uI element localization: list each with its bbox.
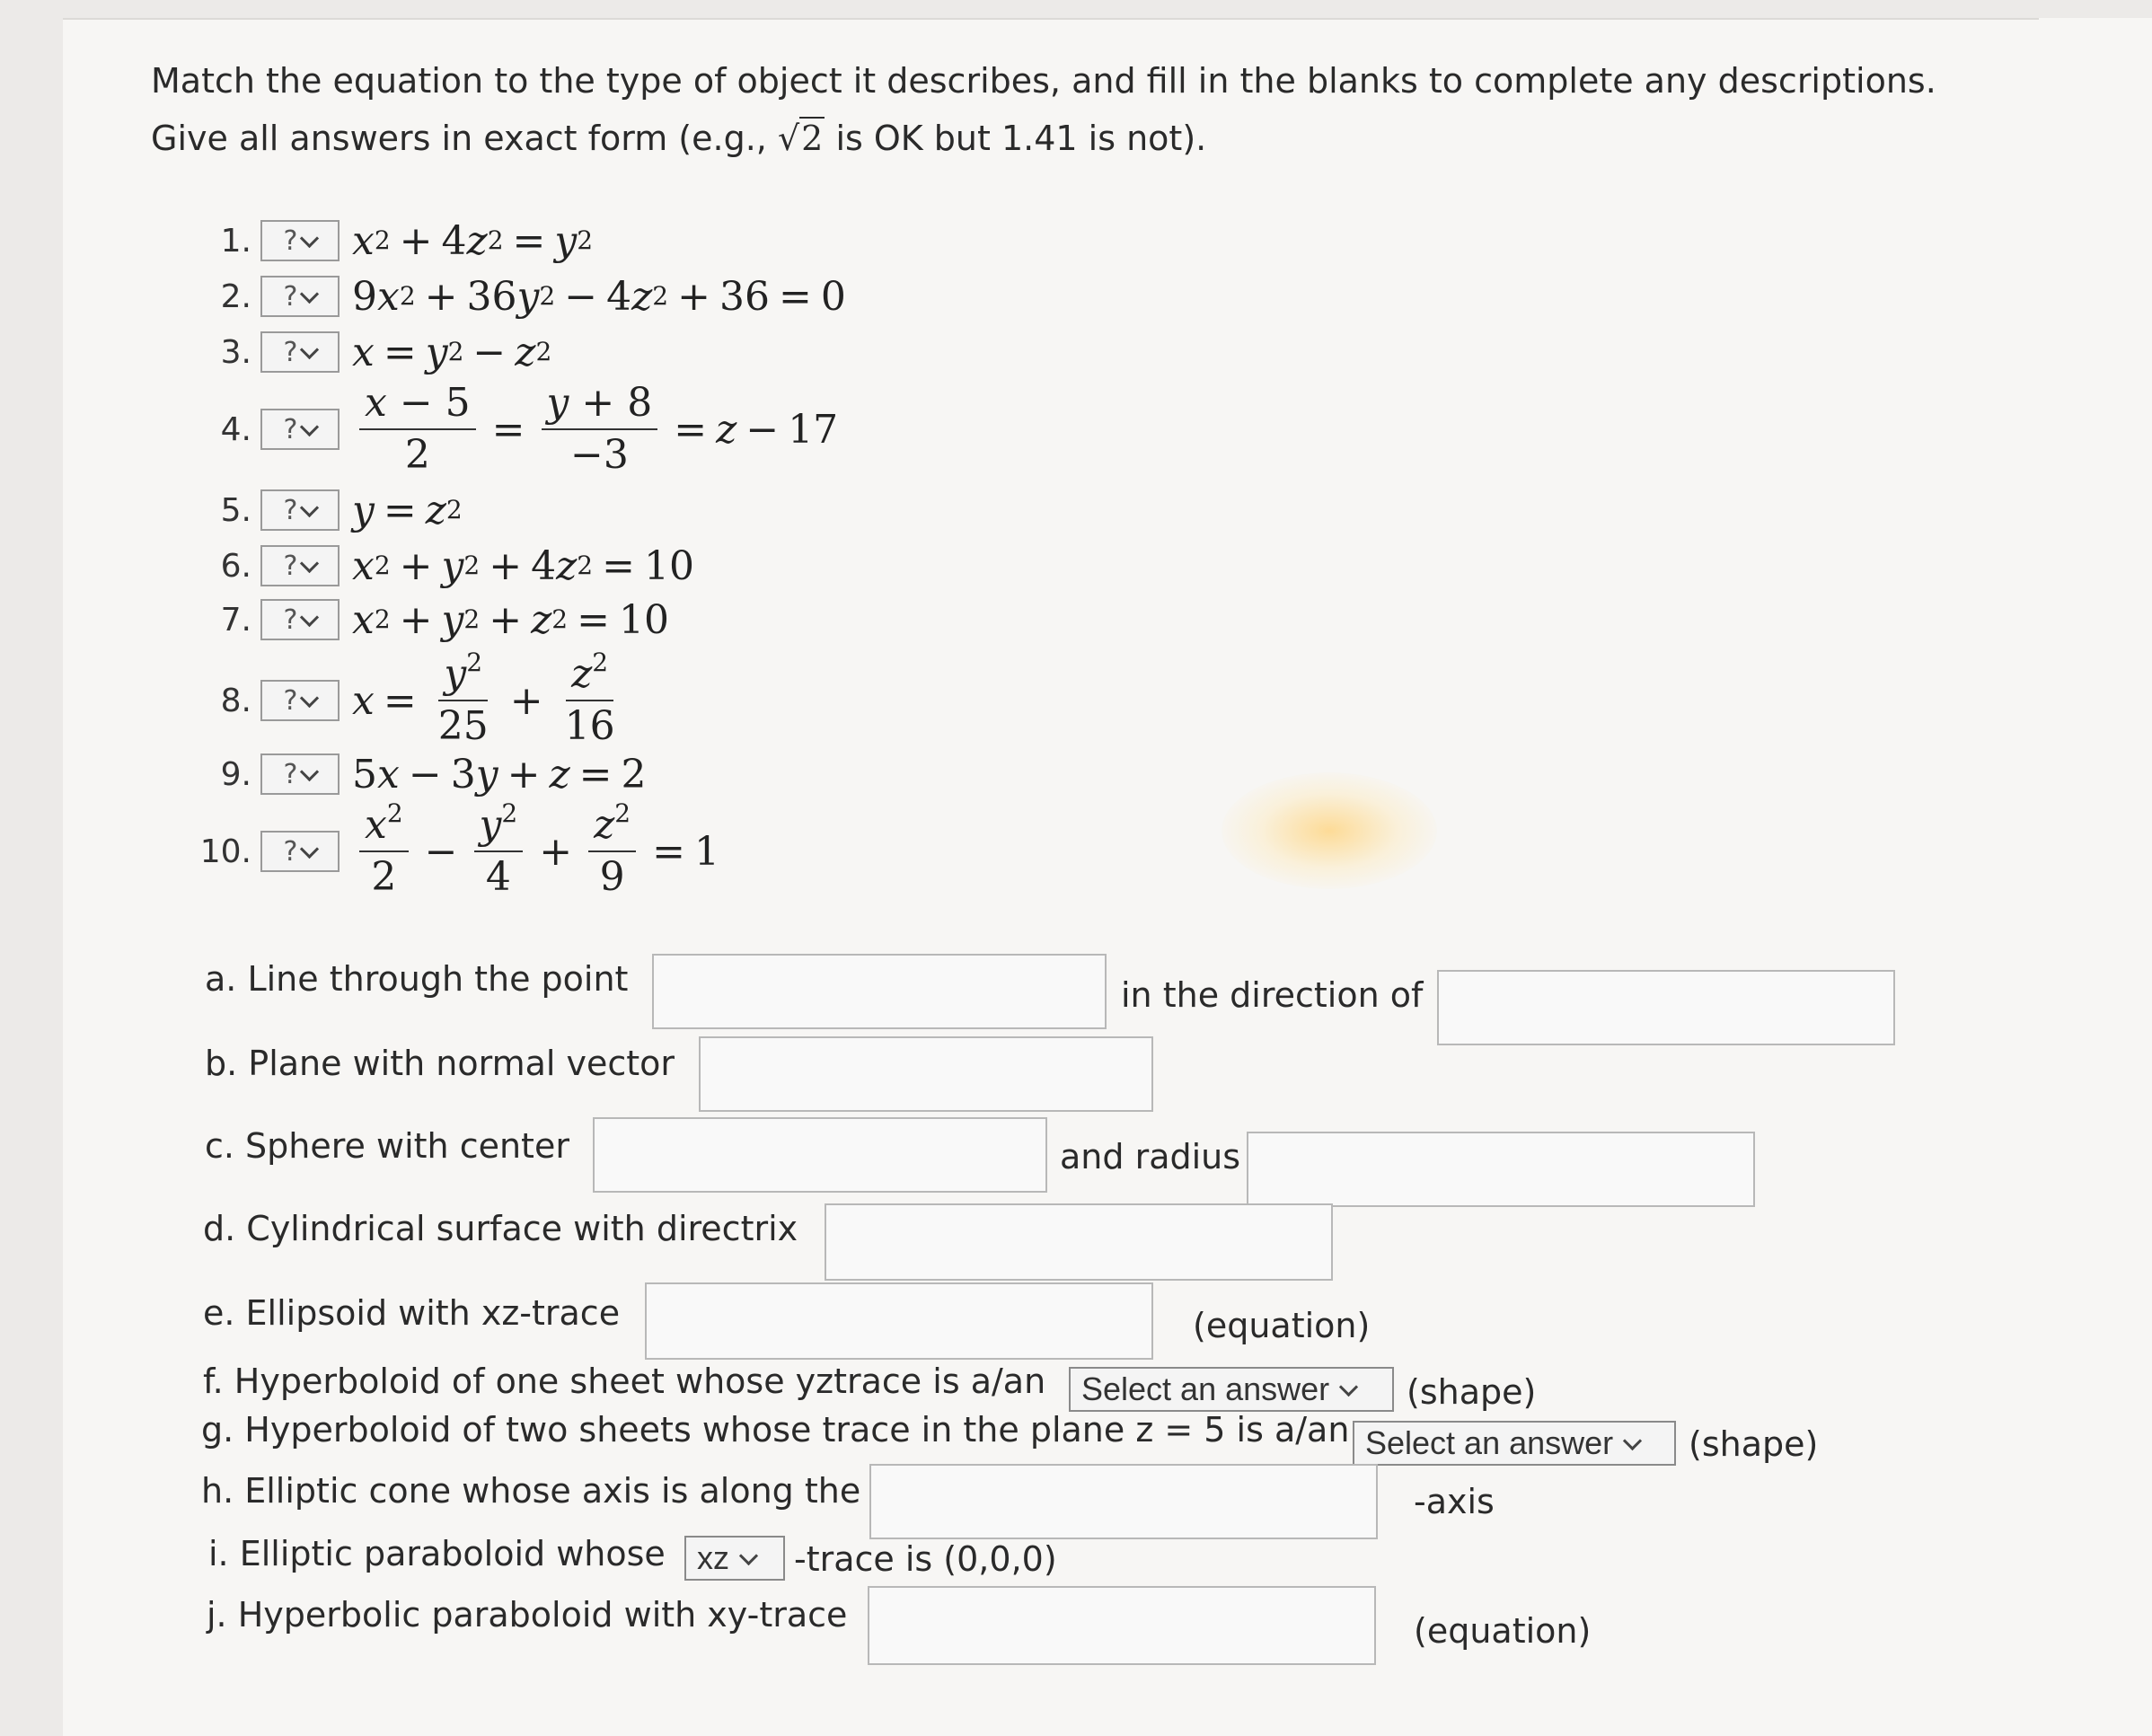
- equation-number: 3.: [220, 333, 251, 371]
- chevron-down-icon: [300, 228, 319, 247]
- desc-g-label: g. Hyperboloid of two sheets whose trace in the plane z = 5 is a/an: [201, 1410, 1350, 1450]
- chevron-down-icon: [300, 607, 319, 626]
- chevron-down-icon: [300, 553, 319, 572]
- chevron-down-icon: [300, 688, 319, 707]
- equation-2: 9 x 2 + 36 y 2 − 4 z 2 + 36 = 0: [352, 273, 846, 320]
- desc-d-label: d. Cylindrical surface with directrix: [203, 1209, 798, 1248]
- equation-1: x 2 + 4 z 2 = y 2: [352, 217, 594, 264]
- desc-h-suffix: -axis: [1414, 1482, 1495, 1521]
- equation-number: 1.: [220, 222, 251, 260]
- desc-d-directrix-input[interactable]: [825, 1203, 1333, 1281]
- equation-8: x = $\frac{y^2}{25}$ + $\frac{z^2}{16}$: [352, 648, 615, 749]
- desc-g-shape-select[interactable]: Select an answer: [1353, 1421, 1676, 1466]
- desc-f-label: f. Hyperboloid of one sheet whose yztrace is a/an: [203, 1361, 1046, 1401]
- desc-a-label: a. Line through the point: [205, 959, 629, 999]
- desc-j-label: j. Hyperbolic paraboloid with xy-trace: [207, 1595, 848, 1635]
- desc-a-middle: in the direction of: [1121, 975, 1424, 1015]
- desc-e-label: e. Ellipsoid with xz-trace: [203, 1293, 621, 1333]
- equation-number: 2.: [220, 278, 251, 315]
- desc-a-direction-input[interactable]: [1437, 970, 1895, 1045]
- equation-type-select-3[interactable]: ?: [260, 331, 340, 373]
- photo-glare: [1222, 772, 1437, 889]
- desc-c-middle: and radius: [1060, 1137, 1241, 1176]
- equation-type-select-7[interactable]: ?: [260, 599, 340, 640]
- equation-type-select-8[interactable]: ?: [260, 680, 340, 721]
- equation-number: 10.: [199, 833, 251, 870]
- equation-type-select-10[interactable]: ?: [260, 831, 340, 872]
- desc-f-suffix: (shape): [1407, 1372, 1537, 1412]
- equation-number: 8.: [220, 682, 251, 719]
- desc-g-suffix: (shape): [1689, 1424, 1819, 1464]
- chevron-down-icon: [1339, 1377, 1358, 1396]
- desc-h-label: h. Elliptic cone whose axis is along the: [201, 1471, 861, 1511]
- instructions-line-2: Give all answers in exact form (e.g., √2 is OK but 1.41 is not).: [151, 119, 1207, 158]
- equation-3: x = y 2 − z 2: [352, 329, 552, 375]
- desc-i-trace-select[interactable]: xz: [684, 1536, 785, 1581]
- desc-c-radius-input[interactable]: [1247, 1132, 1755, 1207]
- equation-7: x 2 + y 2 + z 2 = 10: [352, 596, 669, 643]
- desc-i-label: i. Elliptic paraboloid whose: [208, 1534, 666, 1573]
- equation-9: 5 x − 3 y + z = 2: [352, 751, 647, 798]
- chevron-down-icon: [739, 1546, 758, 1564]
- chevron-down-icon: [1623, 1431, 1642, 1450]
- desc-j-suffix: (equation): [1414, 1611, 1592, 1651]
- desc-a-point-input[interactable]: [652, 954, 1107, 1029]
- page-top-border: [63, 18, 2039, 20]
- desc-e-suffix: (equation): [1193, 1306, 1371, 1345]
- equation-row-7: [180, 584, 669, 656]
- equation-number: 5.: [220, 491, 251, 529]
- equation-type-select-1[interactable]: ?: [260, 220, 340, 261]
- chevron-down-icon: [300, 839, 319, 858]
- sqrt-example: √2: [777, 119, 824, 158]
- instructions-line-1: Match the equation to the type of object it describes, and fill in the blanks to complete any descriptions.: [151, 61, 1936, 101]
- desc-b-normal-input[interactable]: [699, 1036, 1153, 1112]
- chevron-down-icon: [300, 339, 319, 358]
- equation-row-9: [180, 738, 647, 810]
- equation-number: 7.: [220, 601, 251, 639]
- chevron-down-icon: [300, 417, 319, 436]
- equation-row-8: [180, 648, 628, 749]
- equation-4: $\frac{x - 5}{2}$ = $\frac{y + 8}{-3}$ = z − 17: [352, 378, 838, 480]
- equation-row-3: [180, 316, 551, 388]
- desc-j-trace-input[interactable]: [868, 1586, 1376, 1665]
- desc-c-center-input[interactable]: [593, 1117, 1047, 1193]
- equation-type-select-9[interactable]: ?: [260, 753, 340, 795]
- chevron-down-icon: [300, 284, 319, 303]
- desc-f-shape-select[interactable]: Select an answer: [1069, 1367, 1394, 1412]
- equation-type-select-4[interactable]: ?: [260, 409, 340, 450]
- desc-i-suffix: -trace is (0,0,0): [794, 1539, 1057, 1579]
- chevron-down-icon: [300, 762, 319, 780]
- equation-10: $\frac{x^2}{2}$ − $\frac{y^2}{4}$ + $\frac{z^2}{9}$ = 1: [352, 800, 719, 903]
- desc-c-label: c. Sphere with center: [205, 1126, 569, 1166]
- desc-e-trace-input[interactable]: [645, 1282, 1153, 1360]
- equation-row-4: [180, 380, 839, 478]
- equation-number: 6.: [220, 547, 251, 585]
- equation-5: y = z 2: [352, 487, 463, 533]
- equation-type-select-2[interactable]: ?: [260, 276, 340, 317]
- desc-h-axis-input[interactable]: [869, 1464, 1378, 1539]
- equation-number: 4.: [220, 410, 251, 448]
- equation-type-select-6[interactable]: ?: [260, 545, 340, 586]
- equation-type-select-5[interactable]: ?: [260, 489, 340, 531]
- equation-row-10: [162, 798, 719, 900]
- desc-b-label: b. Plane with normal vector: [205, 1044, 675, 1083]
- chevron-down-icon: [300, 498, 319, 516]
- equation-6: x 2 + y 2 + 4 z 2 = 10: [352, 542, 694, 589]
- instructions: [151, 52, 2037, 167]
- equation-number: 9.: [220, 755, 251, 793]
